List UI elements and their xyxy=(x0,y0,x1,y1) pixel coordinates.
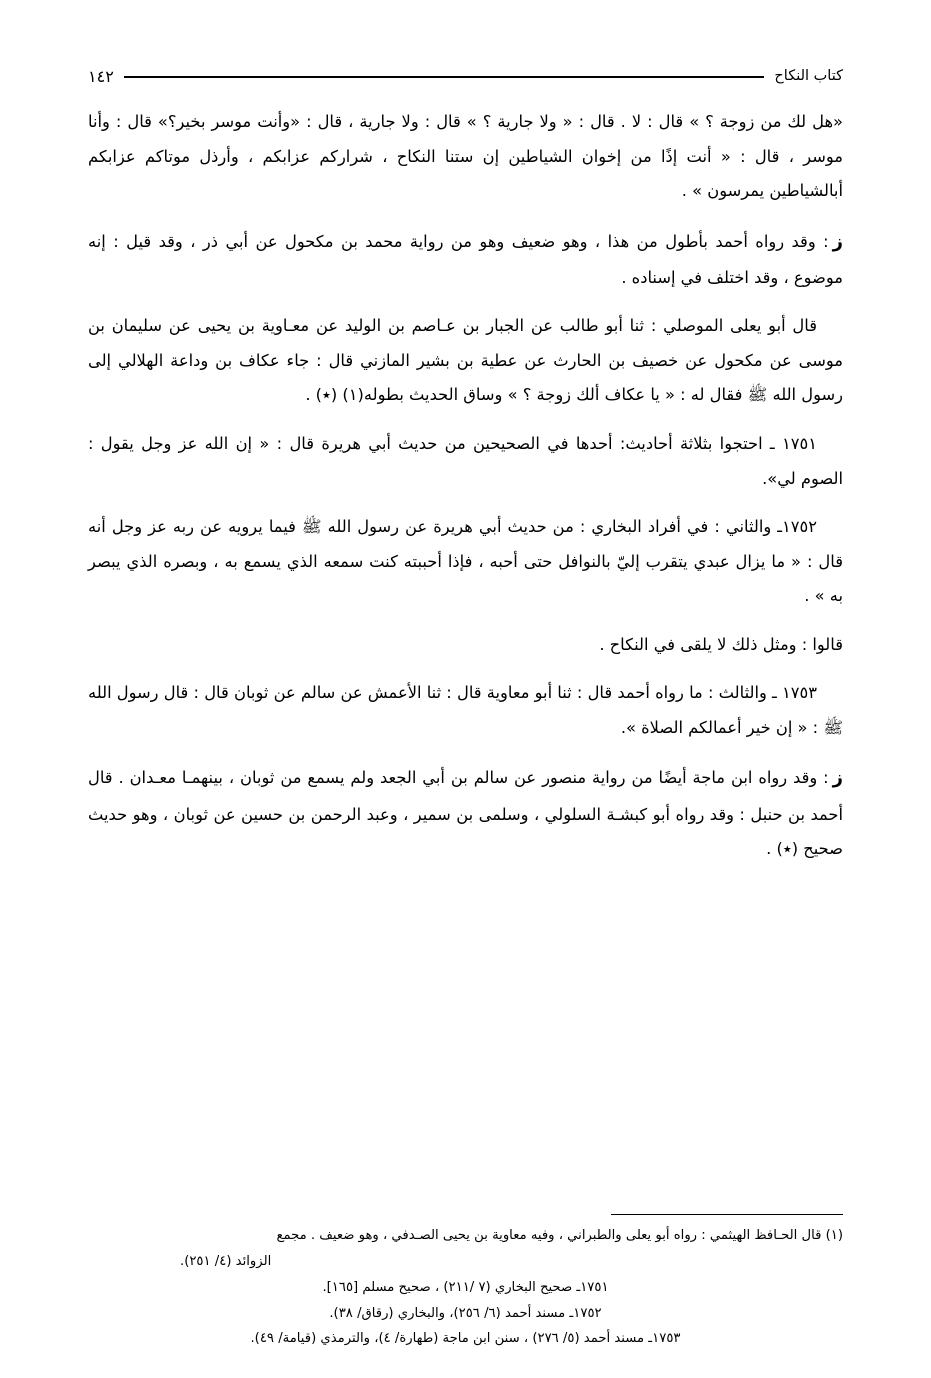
paragraph-hadith-continuation: «هل لك من زوجة ؟ » قال : لا . قال : « ولا جارية ؟ » قال : ولا جارية ، قال : «وأنت موسر بخير؟» قال : وأنا موسر ، قال : « أنت إذًا من إخوان الشياطين إن ستنا النكاح ، شراركم عزابكم ، وأرذل موتاكم عزابكم أبالشياطين يمرسون » . xyxy=(88,112,843,201)
footnote-1753: ١٧٥٣ـ مسند أحمد (٥/ ٢٧٦) ، سنن ابن ماجة (طهارة/ ٤)، والترمذي (قيامة/ ٤٩). xyxy=(250,1331,681,1347)
paragraph-hadith-1751: ١٧٥١ ـ احتجوا بثلاثة أحاديث: أحدها في الصحيحين من حديث أبي هريرة قال : « إن الله عز وجل يقول : الصوم لي». xyxy=(88,433,843,488)
paragraph-note-ibn-maja xyxy=(88,759,843,866)
footnote-1752: ١٧٥٢ـ مسند أحمد (٦/ ٢٥٦)، والبخاري (رقاق/ ٣٨). xyxy=(329,1305,602,1321)
footnote-1-continuation: الزوائد (٤/ ٢٥١). xyxy=(180,1254,272,1270)
note-ahmad-text: : وقد رواه أحمد بأطول من هذا ، وهو ضعيف وهو من رواية محمد بن مكحول عن أبي ذر ، وقد قيل : إنه موضوع ، وقد اختلف في إسناده . xyxy=(88,231,843,287)
paragraph-note-ahmad xyxy=(88,223,843,296)
footnote-divider-rule xyxy=(611,1214,843,1215)
note-marker-zay-2: ز xyxy=(832,767,843,789)
header-divider-rule xyxy=(124,76,765,78)
note-ibn-maja-text: : وقد رواه ابن ماجة أيضًا من رواية منصور عن سالم بن أبي الجعد ولم يسمع من ثوبان ، بينهمـا معـدان . قال أحمد بن حنبل : وقد رواه أبو كبشـة السلولي ، وسلمى بن سمير ، وعبد الرحمن بن حسين عن ثوبان ، وهو حديث صحيح (٭) . xyxy=(88,768,843,859)
footnotes-section xyxy=(88,1214,843,1352)
paragraph-abu-yala: قال أبو يعلى الموصلي : ثنا أبو طالب عن الجبار بن عـاصم بن الوليد عن معـاوية بن يحيى عن سليمان بن موسى عن مكحول عن خصيف بن الحارث عن عطية بن بشير المازني قال : جاء عكاف بن وداعة الهلالي إلى رسول الله ﷺ فقال له : « يا عكاف ألك زوجة ؟ » وساق الحديث بطوله(١) (٭) . xyxy=(88,316,843,405)
note-marker-zay: ز xyxy=(832,230,843,252)
page-header xyxy=(88,62,843,90)
header-book-title: كتاب النكاح xyxy=(774,68,843,84)
page-number: ١٤٢ xyxy=(88,66,114,86)
paragraph-hadith-1752: ١٧٥٢ـ والثاني : في أفراد البخاري : من حديث أبي هريرة عن رسول الله ﷺ فيما يرويه عن ربه عز وجل أنه قال : « ما يزال عبدي يتقرب إليّ بالنوافل حتى أحبه ، فإذا أحببته كنت سمعه الذي يسمع به ، وبصره الذي يبصر به » . xyxy=(88,517,843,606)
footnote-1: (١) قال الحـافظ الهيثمي : رواه أبو يعلى والطبراني ، وفيه معاوية بن يحيى الصـدفي ، وهو ضعيف . مجمع xyxy=(276,1228,843,1244)
paragraph-qaalu: قالوا : ومثل ذلك لا يلقى في النكاح . xyxy=(599,634,843,654)
page-body xyxy=(88,105,843,881)
footnote-1751: ١٧٥١ـ صحيح البخاري (٧ /٢١١) ، صحيح مسلم [١٦٥]. xyxy=(322,1279,609,1295)
paragraph-hadith-1753: ١٧٥٣ ـ والثالث : ما رواه أحمد قال : ثنا أبو معاوية قال : ثنا الأعمش عن سالم عن ثوبان قال : قال رسول الله ﷺ : « إن خير أعمالكم الصلاة ». xyxy=(88,683,843,737)
